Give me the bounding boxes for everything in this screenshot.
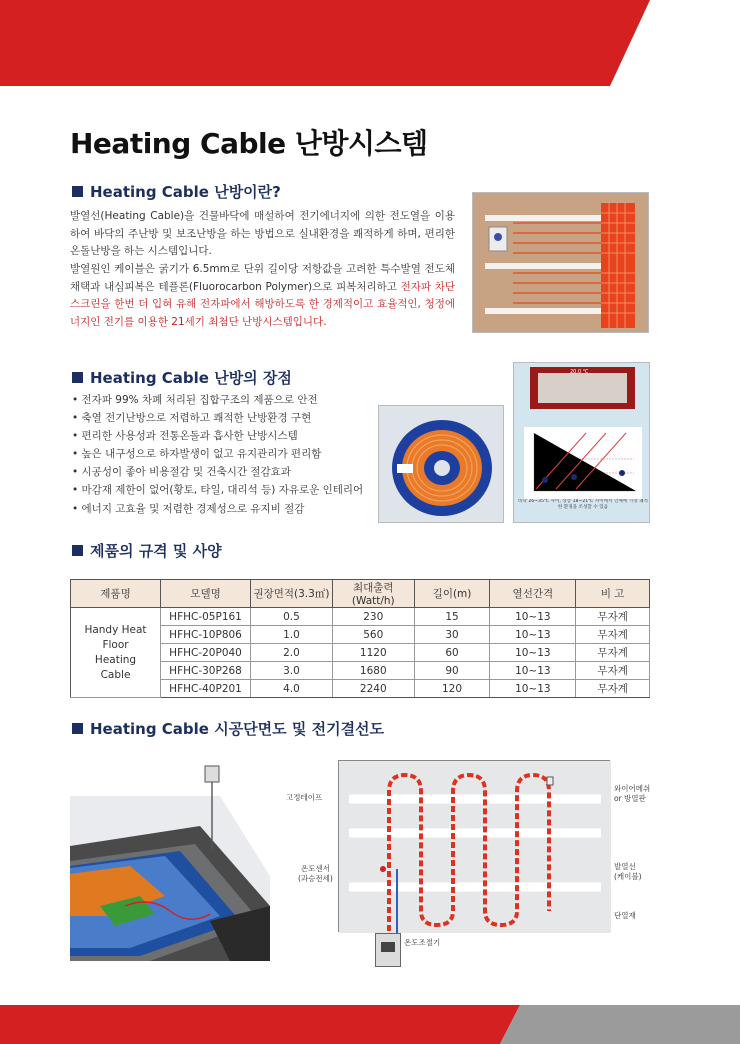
list-item: • 에너지 고효율 및 저렴한 경제성으로 유지비 절감 [72,500,363,518]
chart-top-value: 20.0 ℃ [570,369,589,375]
page-title: Heating Cable 난방시스템 [70,127,428,160]
table-cell: 120 [414,680,490,698]
table-cell: 30 [414,626,490,644]
table-cell: 10~13 [490,680,576,698]
table-cell: 230 [332,608,414,626]
table-cell: 2.0 [251,644,333,662]
table-cell: 15 [414,608,490,626]
list-item: • 시공성이 좋아 비용절감 및 건축시간 절감효과 [72,463,363,481]
table-cell: 0.5 [251,608,333,626]
col-header: 길이(m) [414,580,490,608]
label-wire-mesh: 와이어메쉬 or 방열판 [614,784,651,803]
spec-table [70,579,650,698]
top-banner [0,0,740,86]
table-cell: 4.0 [251,680,333,698]
table-cell: 무자계 [576,608,650,626]
table-header-row [71,580,650,608]
list-item: • 높은 내구성으로 하자발생이 없고 유지관리가 편리함 [72,445,363,463]
cable-paragraph: 발열원인 케이블은 굵기가 6.5mm로 단위 길이당 저항값을 고려한 특수발열 전도체 채택과 내심피복은 테플론(Fluorocarbon Polymer)으로 피복처리하고 전자파 차단 스크린을 한번 더 입혀 유해 전자파에서 해방하도록 한 경제적이고 효율적인, 청정에너지인 전기를 이용한 21세기 최첨단 난방시스템입니다. [70,263,455,328]
col-header: 열선간격 [490,580,576,608]
advantages-list [72,391,363,518]
section-heading-spec: 제품의 규격 및 사양 [72,540,222,561]
table-cell: HFHC-30P268 [161,662,251,680]
square-bullet-icon [72,372,83,383]
product-name-cell: Handy Heat Floor Heating Cable [71,608,161,698]
table-cell: 1120 [332,644,414,662]
table-cell: 560 [332,626,414,644]
col-header: 권장면적(3.3㎡) [251,580,333,608]
label-heating-cable: 발열선 (케이블) [614,862,642,881]
table-cell: HFHC-10P806 [161,626,251,644]
list-item: • 전자파 99% 차폐 처리된 집합구조의 제품으로 안전 [72,391,363,409]
list-item: • 마감재 제한이 없어(황토, 타일, 대리석 등) 자유로운 인테리어 [72,481,363,499]
table-cell: 10~13 [490,608,576,626]
table-cell: 10~13 [490,626,576,644]
square-bullet-icon [72,723,83,734]
floor-cross-section-illustration [70,756,270,961]
heating-mat-photo [472,192,649,333]
label-controller: 온도조절기 [404,938,441,947]
label-fix-tape: 고정테이프 [286,793,323,802]
table-row [71,608,650,626]
table-cell: 무자계 [576,680,650,698]
table-cell: 3.0 [251,662,333,680]
thermostat-icon [375,933,401,967]
table-cell: 2240 [332,680,414,698]
table-cell: 무자계 [576,662,650,680]
cable-reel-photo [378,405,504,523]
table-cell: 90 [414,662,490,680]
label-insulation: 단열재 [614,911,636,920]
intro-paragraph: 발열선(Heating Cable)을 건물바닥에 매설하여 전기에너지에 의한 전도열을 이용하여 바닥의 주난방 및 보조난방을 하는 방법으로 실내환경을 쾌적하게 하며, 편리한 온돌난방을 하는 시스템입니다. [70,210,455,257]
list-item: • 편리한 사용성과 전통온돌과 흡사한 난방시스템 [72,427,363,445]
temperature-chart-panel [513,362,650,523]
table-cell: 10~13 [490,644,576,662]
section-heading-install: Heating Cable 시공단면도 및 전기결선도 [72,718,384,739]
col-header: 최대출력(Watt/h) [332,580,414,608]
square-bullet-icon [72,186,83,197]
table-cell: HFHC-20P040 [161,644,251,662]
table-cell: 60 [414,644,490,662]
section-heading-what: Heating Cable 난방이란? [72,181,281,202]
chart-caption: 바닥 26~35℃ 사이, 상층 18~21℃ 사이에서 인체에 가장 쾌적한 환경을 조성할 수 있음 [518,499,648,510]
label-temp-sensor: 온도센서 (과승전세) [298,864,333,883]
col-header: 비 고 [576,580,650,608]
wiring-diagram [338,760,610,932]
col-header: 모델명 [161,580,251,608]
bottom-banner [0,1005,740,1044]
table-cell: 무자계 [576,644,650,662]
col-header: 제품명 [71,580,161,608]
square-bullet-icon [72,545,83,556]
table-cell: HFHC-40P201 [161,680,251,698]
table-cell: HFHC-05P161 [161,608,251,626]
list-item: • 축열 전기난방으로 저렴하고 쾌적한 난방환경 구현 [72,409,363,427]
section-heading-advantages: Heating Cable 난방의 장점 [72,367,292,388]
table-cell: 10~13 [490,662,576,680]
table-cell: 1.0 [251,626,333,644]
table-cell: 무자계 [576,626,650,644]
table-cell: 1680 [332,662,414,680]
